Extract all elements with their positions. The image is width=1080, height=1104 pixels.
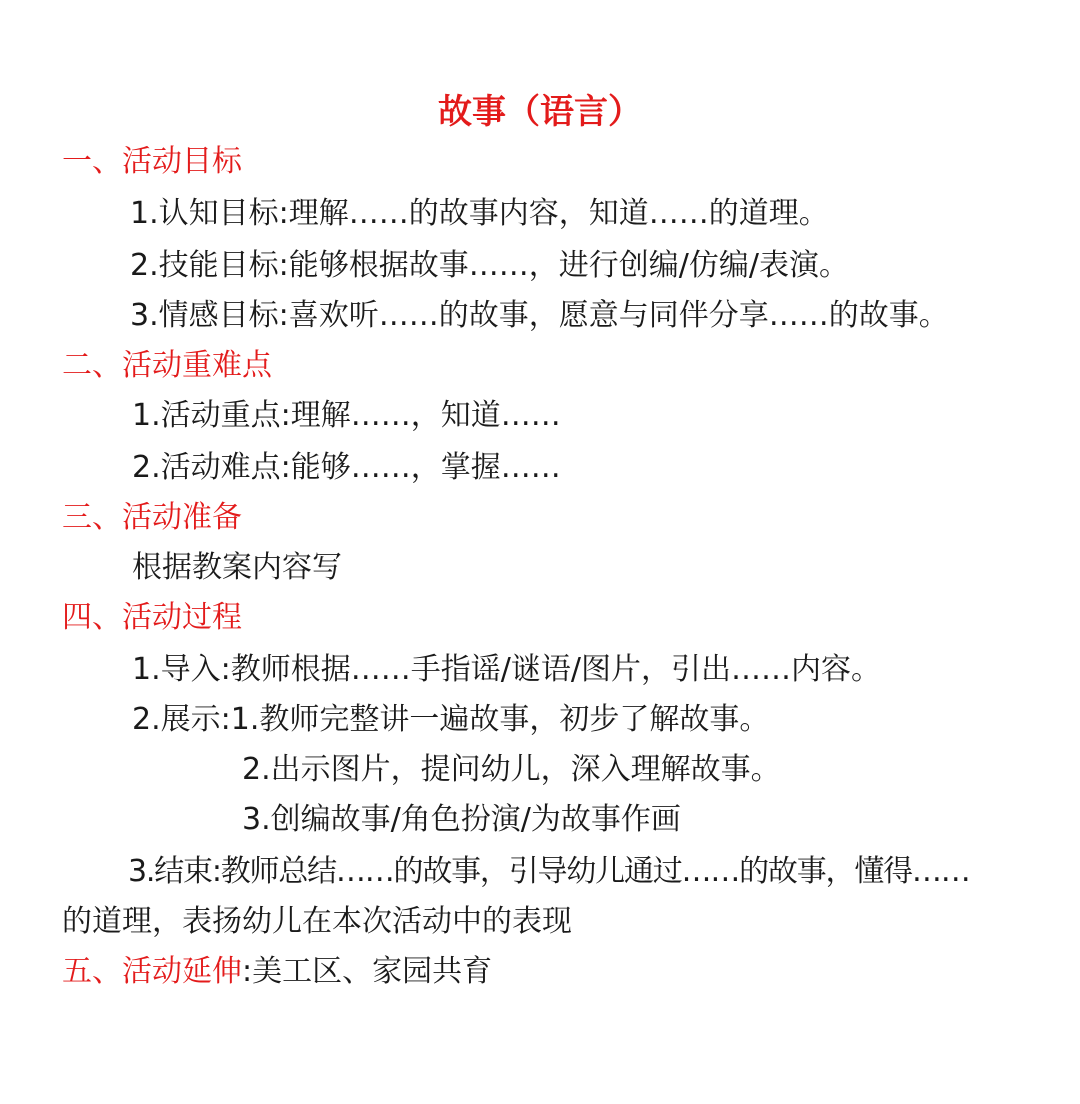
difficult-point-item: 2.活动难点:能够……，掌握……	[132, 450, 561, 485]
document-title: 故事（语言）	[438, 92, 642, 132]
section-extension-line	[62, 946, 492, 998]
section-heading-key-points: 二、活动重难点	[62, 348, 272, 383]
process-item-display: 2.展示:1.教师完整讲一遍故事，初步了解故事。	[132, 702, 770, 737]
extension-content: :美工区、家园共育	[242, 954, 493, 989]
section-heading-preparation: 三、活动准备	[62, 500, 242, 535]
section-heading-goals: 一、活动目标	[62, 144, 242, 179]
goal-item-cognitive: 1.认知目标:理解……的故事内容，知道……的道理。	[130, 196, 829, 231]
preparation-item: 根据教案内容写	[132, 550, 342, 585]
process-subitem-create: 3.创编故事/角色扮演/为故事作画	[242, 802, 681, 837]
goal-item-emotion: 3.情感目标:喜欢听……的故事，愿意与同伴分享……的故事。	[130, 298, 949, 333]
process-item-ending: 3.结束:教师总结……的故事，引导幼儿通过……的故事，懂得……	[128, 854, 970, 889]
process-item-intro: 1.导入:教师根据……手指谣/谜语/图片，引出……内容。	[132, 652, 881, 687]
goal-item-skill: 2.技能目标:能够根据故事……，进行创编/仿编/表演。	[130, 248, 849, 283]
section-heading-process: 四、活动过程	[62, 600, 242, 635]
section-heading-extension: 五、活动延伸	[62, 954, 242, 989]
key-point-item: 1.活动重点:理解……，知道……	[132, 398, 561, 433]
process-subitem-pictures: 2.出示图片，提问幼儿，深入理解故事。	[242, 752, 781, 787]
process-item-ending-continued: 的道理，表扬幼儿在本次活动中的表现	[62, 904, 572, 939]
